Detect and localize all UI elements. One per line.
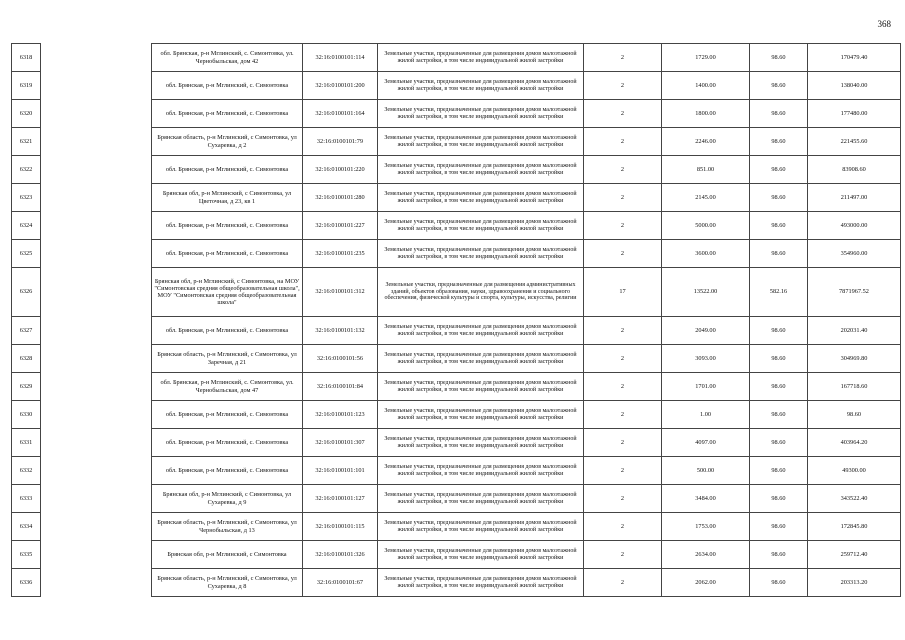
area-cell: 1400.00: [662, 72, 750, 100]
table-row: [12, 429, 901, 457]
group-cell: 2: [584, 317, 662, 345]
address-cell: Брянская обл, р-н Мглинский, с Симонтовка: [152, 541, 303, 569]
cadastral-value-cell: 170479.40: [808, 44, 901, 72]
cadastral-value-cell: 98.60: [808, 401, 901, 429]
row-number-cell: 6326: [12, 268, 41, 317]
rate-cell: 98.60: [750, 457, 808, 485]
cadastral-number-cell: 32:16:0100101:200: [303, 72, 378, 100]
land-use-cell: Земельные участки, предназначенные для размещения домов малоэтажной жилой застройки, в том числе индивидуальной жилой застройки: [378, 569, 584, 597]
cadastral-number-cell: 32:16:0100101:312: [303, 268, 378, 317]
address-cell: обл. Брянская, р-н Мглинский, с. Симонтовка, ул. Чернобыльская, дом 47: [152, 373, 303, 401]
cadastral-value-cell: 221455.60: [808, 128, 901, 156]
gap-cell: [41, 485, 152, 513]
row-number-cell: 6325: [12, 240, 41, 268]
area-cell: 2145.00: [662, 184, 750, 212]
gap-cell: [41, 513, 152, 541]
table-row: [12, 184, 901, 212]
rate-cell: 98.60: [750, 184, 808, 212]
table-row: [12, 72, 901, 100]
land-use-cell: Земельные участки, предназначенные для размещения домов малоэтажной жилой застройки, в том числе индивидуальной жилой застройки: [378, 184, 584, 212]
land-use-cell: Земельные участки, предназначенные для размещения домов малоэтажной жилой застройки, в том числе индивидуальной жилой застройки: [378, 212, 584, 240]
cadastral-value-cell: 202031.40: [808, 317, 901, 345]
address-cell: Брянская область, р-н Мглинский, с Симонтовка, ул Чернобыльская, д 13: [152, 513, 303, 541]
cadastral-number-cell: 32:16:0100101:115: [303, 513, 378, 541]
rate-cell: 98.60: [750, 429, 808, 457]
area-cell: 2246.00: [662, 128, 750, 156]
rate-cell: 98.60: [750, 345, 808, 373]
land-use-cell: Земельные участки, предназначенные для размещения домов малоэтажной жилой застройки, в том числе индивидуальной жилой застройки: [378, 100, 584, 128]
address-cell: обл. Брянская, р-н Мглинский, с. Симонтовка: [152, 240, 303, 268]
page-number: 368: [877, 19, 891, 29]
row-number-cell: 6329: [12, 373, 41, 401]
land-use-cell: Земельные участки, предназначенные для размещения домов малоэтажной жилой застройки, в том числе индивидуальной жилой застройки: [378, 317, 584, 345]
address-cell: Брянская обл, р-н Мглинский, с Симонтовка, ул Сухаревка, д 9: [152, 485, 303, 513]
cadastral-value-cell: 49300.00: [808, 457, 901, 485]
table-row: [12, 569, 901, 597]
group-cell: 2: [584, 569, 662, 597]
cadastral-value-cell: 403964.20: [808, 429, 901, 457]
table-row: [12, 373, 901, 401]
gap-cell: [41, 401, 152, 429]
rate-cell: 98.60: [750, 72, 808, 100]
cadastral-value-table: [11, 43, 901, 597]
cadastral-number-cell: 32:16:0100101:114: [303, 44, 378, 72]
row-number-cell: 6318: [12, 44, 41, 72]
cadastral-number-cell: 32:16:0100101:164: [303, 100, 378, 128]
row-number-cell: 6333: [12, 485, 41, 513]
table-row: [12, 156, 901, 184]
cadastral-number-cell: 32:16:0100101:56: [303, 345, 378, 373]
cadastral-value-cell: 354960.00: [808, 240, 901, 268]
gap-cell: [41, 240, 152, 268]
address-cell: обл. Брянская, р-н Мглинский, с. Симонтовка: [152, 317, 303, 345]
row-number-cell: 6336: [12, 569, 41, 597]
group-cell: 2: [584, 240, 662, 268]
row-number-cell: 6328: [12, 345, 41, 373]
area-cell: 500.00: [662, 457, 750, 485]
gap-cell: [41, 156, 152, 184]
land-use-cell: Земельные участки, предназначенные для размещения домов малоэтажной жилой застройки, в том числе индивидуальной жилой застройки: [378, 128, 584, 156]
cadastral-number-cell: 32:16:0100101:127: [303, 485, 378, 513]
table-row: [12, 457, 901, 485]
row-number-cell: 6321: [12, 128, 41, 156]
cadastral-value-cell: 203313.20: [808, 569, 901, 597]
gap-cell: [41, 569, 152, 597]
land-use-cell: Земельные участки, предназначенные для размещения домов малоэтажной жилой застройки, в том числе индивидуальной жилой застройки: [378, 156, 584, 184]
land-use-cell: Земельные участки, предназначенные для размещения административных зданий, объектов образования, науки, здравоохранения и социального обеспечения, физической культуры и спорта, культуры, искусства, религии: [378, 268, 584, 317]
area-cell: 5000.00: [662, 212, 750, 240]
rate-cell: 98.60: [750, 541, 808, 569]
area-cell: 3600.00: [662, 240, 750, 268]
row-number-cell: 6335: [12, 541, 41, 569]
gap-cell: [41, 373, 152, 401]
table-row: [12, 401, 901, 429]
row-number-cell: 6324: [12, 212, 41, 240]
address-cell: обл. Брянская, р-н Мглинский, с. Симонтовка: [152, 72, 303, 100]
rate-cell: 98.60: [750, 485, 808, 513]
gap-cell: [41, 100, 152, 128]
address-cell: обл. Брянская, р-н Мглинский, с. Симонтовка: [152, 429, 303, 457]
address-cell: обл. Брянская, р-н Мглинский, с. Симонтовка, ул. Чернобыльская, дом 42: [152, 44, 303, 72]
land-use-cell: Земельные участки, предназначенные для размещения домов малоэтажной жилой застройки, в том числе индивидуальной жилой застройки: [378, 485, 584, 513]
rate-cell: 98.60: [750, 373, 808, 401]
rate-cell: 98.60: [750, 128, 808, 156]
cadastral-value-cell: 7871967.52: [808, 268, 901, 317]
cadastral-value-cell: 177480.00: [808, 100, 901, 128]
gap-cell: [41, 72, 152, 100]
area-cell: 1701.00: [662, 373, 750, 401]
area-cell: 3093.00: [662, 345, 750, 373]
land-use-cell: Земельные участки, предназначенные для размещения домов малоэтажной жилой застройки, в том числе индивидуальной жилой застройки: [378, 345, 584, 373]
rate-cell: 98.60: [750, 240, 808, 268]
rate-cell: 98.60: [750, 212, 808, 240]
row-number-cell: 6330: [12, 401, 41, 429]
gap-cell: [41, 128, 152, 156]
land-use-cell: Земельные участки, предназначенные для размещения домов малоэтажной жилой застройки, в том числе индивидуальной жилой застройки: [378, 401, 584, 429]
area-cell: 2634.00: [662, 541, 750, 569]
rate-cell: 582.16: [750, 268, 808, 317]
address-cell: Брянская обл, р-н Мглинский, с Симонтовка, на МОУ "Симонтовская средняя общеобразовательная школа", МОУ "Симонтовская средняя общеобразовательная школа": [152, 268, 303, 317]
cadastral-value-cell: 138040.00: [808, 72, 901, 100]
group-cell: 2: [584, 184, 662, 212]
row-number-cell: 6323: [12, 184, 41, 212]
row-number-cell: 6320: [12, 100, 41, 128]
table-row: [12, 541, 901, 569]
land-use-cell: Земельные участки, предназначенные для размещения домов малоэтажной жилой застройки, в том числе индивидуальной жилой застройки: [378, 457, 584, 485]
cadastral-number-cell: 32:16:0100101:101: [303, 457, 378, 485]
cadastral-value-cell: 304969.80: [808, 345, 901, 373]
gap-cell: [41, 457, 152, 485]
gap-cell: [41, 345, 152, 373]
cadastral-value-cell: 167718.60: [808, 373, 901, 401]
gap-cell: [41, 184, 152, 212]
gap-cell: [41, 212, 152, 240]
group-cell: 17: [584, 268, 662, 317]
group-cell: 2: [584, 485, 662, 513]
row-number-cell: 6322: [12, 156, 41, 184]
area-cell: 2062.00: [662, 569, 750, 597]
rate-cell: 98.60: [750, 317, 808, 345]
group-cell: 2: [584, 212, 662, 240]
area-cell: 1729.00: [662, 44, 750, 72]
land-use-cell: Земельные участки, предназначенные для размещения домов малоэтажной жилой застройки, в том числе индивидуальной жилой застройки: [378, 72, 584, 100]
cadastral-number-cell: 32:16:0100101:235: [303, 240, 378, 268]
group-cell: 2: [584, 513, 662, 541]
row-number-cell: 6327: [12, 317, 41, 345]
cadastral-number-cell: 32:16:0100101:84: [303, 373, 378, 401]
gap-cell: [41, 268, 152, 317]
gap-cell: [41, 317, 152, 345]
group-cell: 2: [584, 72, 662, 100]
cadastral-value-cell: 83908.60: [808, 156, 901, 184]
table-row: [12, 240, 901, 268]
land-use-cell: Земельные участки, предназначенные для размещения домов малоэтажной жилой застройки, в том числе индивидуальной жилой застройки: [378, 429, 584, 457]
row-number-cell: 6334: [12, 513, 41, 541]
cadastral-number-cell: 32:16:0100101:227: [303, 212, 378, 240]
cadastral-number-cell: 32:16:0100101:326: [303, 541, 378, 569]
group-cell: 2: [584, 128, 662, 156]
land-use-cell: Земельные участки, предназначенные для размещения домов малоэтажной жилой застройки, в том числе индивидуальной жилой застройки: [378, 541, 584, 569]
cadastral-value-cell: 343522.40: [808, 485, 901, 513]
group-cell: 2: [584, 373, 662, 401]
rate-cell: 98.60: [750, 513, 808, 541]
row-number-cell: 6331: [12, 429, 41, 457]
cadastral-value-cell: 259712.40: [808, 541, 901, 569]
address-cell: Брянская область, р-н Мглинский, с Симонтовка, ул Сухаревка, д 2: [152, 128, 303, 156]
row-number-cell: 6319: [12, 72, 41, 100]
row-number-cell: 6332: [12, 457, 41, 485]
address-cell: обл. Брянская, р-н Мглинский, с. Симонтовка: [152, 156, 303, 184]
table-row: [12, 212, 901, 240]
cadastral-value-cell: 211497.00: [808, 184, 901, 212]
rate-cell: 98.60: [750, 100, 808, 128]
group-cell: 2: [584, 44, 662, 72]
area-cell: 2049.00: [662, 317, 750, 345]
rate-cell: 98.60: [750, 569, 808, 597]
land-use-cell: Земельные участки, предназначенные для размещения домов малоэтажной жилой застройки, в том числе индивидуальной жилой застройки: [378, 513, 584, 541]
cadastral-number-cell: 32:16:0100101:280: [303, 184, 378, 212]
land-use-cell: Земельные участки, предназначенные для размещения домов малоэтажной жилой застройки, в том числе индивидуальной жилой застройки: [378, 373, 584, 401]
gap-cell: [41, 44, 152, 72]
address-cell: Брянская область, р-н Мглинский, с Симонтовка, ул Сухаревка, д 8: [152, 569, 303, 597]
table-row: [12, 44, 901, 72]
rate-cell: 98.60: [750, 401, 808, 429]
cadastral-number-cell: 32:16:0100101:79: [303, 128, 378, 156]
rate-cell: 98.60: [750, 44, 808, 72]
area-cell: 1.00: [662, 401, 750, 429]
gap-cell: [41, 541, 152, 569]
area-cell: 851.00: [662, 156, 750, 184]
group-cell: 2: [584, 401, 662, 429]
cadastral-number-cell: 32:16:0100101:67: [303, 569, 378, 597]
area-cell: 3484.00: [662, 485, 750, 513]
table-row: [12, 485, 901, 513]
cadastral-number-cell: 32:16:0100101:307: [303, 429, 378, 457]
cadastral-value-cell: 172845.80: [808, 513, 901, 541]
group-cell: 2: [584, 100, 662, 128]
area-cell: 1753.00: [662, 513, 750, 541]
area-cell: 13522.00: [662, 268, 750, 317]
address-cell: обл. Брянская, р-н Мглинский, с. Симонтовка: [152, 457, 303, 485]
group-cell: 2: [584, 156, 662, 184]
table-row: [12, 317, 901, 345]
table-row: [12, 100, 901, 128]
address-cell: обл. Брянская, р-н Мглинский, с. Симонтовка: [152, 212, 303, 240]
area-cell: 1800.00: [662, 100, 750, 128]
table-row: [12, 513, 901, 541]
address-cell: обл. Брянская, р-н Мглинский, с. Симонтовка: [152, 100, 303, 128]
rate-cell: 98.60: [750, 156, 808, 184]
table-row: [12, 268, 901, 317]
table-row: [12, 345, 901, 373]
cadastral-number-cell: 32:16:0100101:220: [303, 156, 378, 184]
land-use-cell: Земельные участки, предназначенные для размещения домов малоэтажной жилой застройки, в том числе индивидуальной жилой застройки: [378, 44, 584, 72]
cadastral-value-cell: 493000.00: [808, 212, 901, 240]
address-cell: Брянская область, р-н Мглинский, с Симонтовка, ул Заречная, д 21: [152, 345, 303, 373]
cadastral-number-cell: 32:16:0100101:123: [303, 401, 378, 429]
cadastral-number-cell: 32:16:0100101:132: [303, 317, 378, 345]
gap-cell: [41, 429, 152, 457]
group-cell: 2: [584, 429, 662, 457]
group-cell: 2: [584, 457, 662, 485]
table-row: [12, 128, 901, 156]
area-cell: 4097.00: [662, 429, 750, 457]
address-cell: Брянская обл, р-н Мглинский, с Симонтовка, ул Цветочная, д 23, кв 1: [152, 184, 303, 212]
group-cell: 2: [584, 345, 662, 373]
land-use-cell: Земельные участки, предназначенные для размещения домов малоэтажной жилой застройки, в том числе индивидуальной жилой застройки: [378, 240, 584, 268]
group-cell: 2: [584, 541, 662, 569]
address-cell: обл. Брянская, р-н Мглинский, с. Симонтовка: [152, 401, 303, 429]
